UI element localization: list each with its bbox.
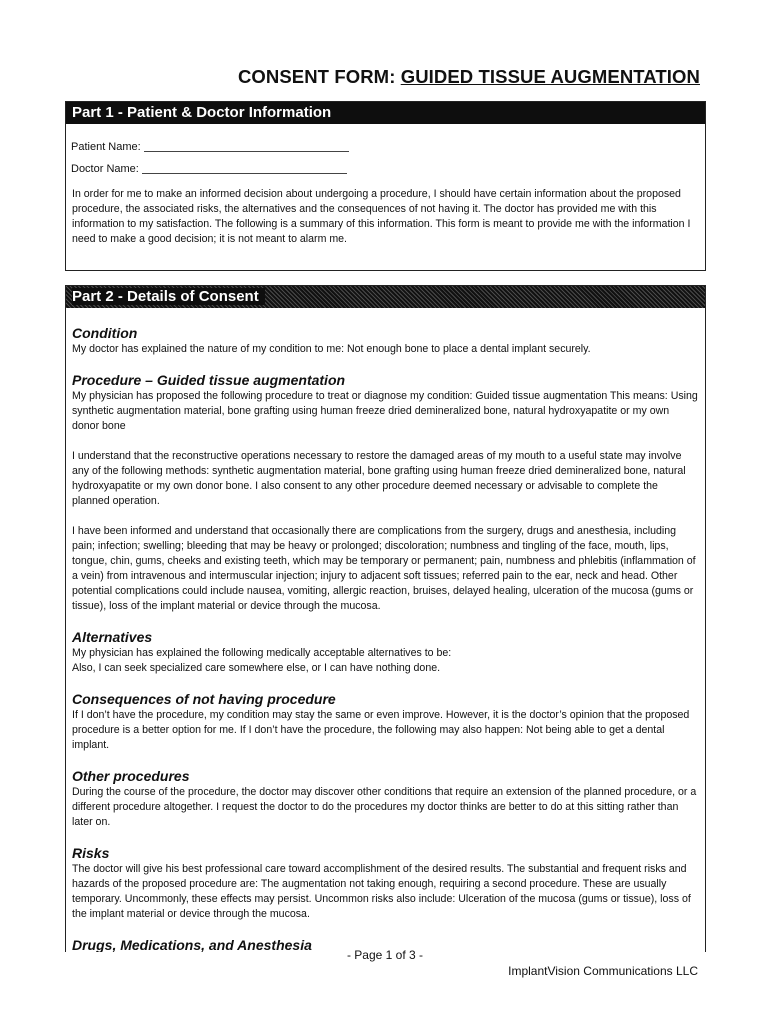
drugs-heading: Drugs, Medications, and Anesthesia — [72, 937, 312, 952]
procedure-text-3: I have been informed and understand that occasionally there are complications from the surgery, drugs and anesthesia, including pain; infection; swelling; bleeding that may be heavy or prolonged; discoloration; numbness and tingling of the face, mouth, lips, tongue, chin, gums, cheeks and existing teeth, which may be temporary or permanent; pain, numbness and phlebitis (inflammation of a vein) from intravenous and intermuscular injection; injury to adjacent soft tissues; referred pain to the ear, neck and head. Other potential complications could include nausea, vomiting, allergic reaction, bruises, delayed healing, ulceration of the mucosa (gums or tissue), loss of the implant material or device through the mucosa. — [72, 525, 696, 612]
risks-text: The doctor will give his best professional care toward accomplishment of the desired results. The substantial and frequent risks and hazards of the proposed procedure are: The augmentation not taking enough, requiring a second procedure. These are usually temporary. Uncommonly, these effects may persist. Uncommon risks also include: Ulceration of the mucosa (gums or tissue), loss of the implant material or device through the mucosa. — [72, 863, 691, 920]
patient-name-field[interactable] — [71, 136, 705, 158]
procedure-text-1: My physician has proposed the following procedure to treat or diagnose my condition: Guided tissue augmentation This means: Using synthetic augmentation material, bone grafting using human freeze dried demineralized bone, natural hydroxyapatite or my own donor bone — [72, 390, 698, 432]
alternatives-heading: Alternatives — [72, 629, 153, 645]
part2-section — [65, 285, 706, 952]
doctor-name-field[interactable] — [71, 158, 705, 180]
doctor-name-line[interactable] — [142, 163, 347, 174]
other-procedures-heading: Other procedures — [72, 768, 190, 784]
alternatives-line-1: My physician has explained the following medically acceptable alternatives to be: — [72, 647, 452, 659]
title-prefix: CONSENT FORM: — [237, 66, 401, 87]
part1-header: Part 1 - Patient & Doctor Information — [66, 102, 705, 124]
patient-name-label: Patient Name: — [71, 141, 141, 153]
procedure-text-2: I understand that the reconstructive operations necessary to restore the damaged areas of my mouth to a useful state may involve any of the following methods: synthetic augmentation material, bone grafting using human freeze dried demineralized bone, natural hydroxyapatite or my own donor bone. I also consent to any other procedure deemed necessary or advisable to complete the planned operation. — [72, 450, 686, 507]
part1-intro: In order for me to make an informed decision about undergoing a procedure, I should have certain information about the proposed procedure, the associated risks, the alternatives and the consequences of not having it. The doctor has provided me with this information to my satisfaction. The following is a summary of this information. This form is meant to provide me with the information I need to make a good decision; it is not meant to alarm me. — [72, 188, 691, 245]
title-underlined: GUIDED TISSUE AUGMENTATION — [400, 66, 700, 87]
alternatives-line-2: Also, I can seek specialized care somewhere else, or I can have nothing done. — [72, 662, 441, 674]
other-procedures-text: During the course of the procedure, the doctor may discover other conditions that require an extension of the planned procedure, or a different procedure altogether. I request the doctor to do the procedures my doctor thinks are better to do at this sitting rather than later on. — [72, 786, 697, 828]
part1-section — [65, 101, 706, 271]
company-name: ImplantVision Communications LLC — [508, 964, 698, 978]
condition-heading: Condition — [72, 325, 138, 341]
page-number: - Page 1 of 3 - — [346, 948, 424, 962]
part2-header — [66, 286, 705, 308]
patient-name-line[interactable] — [144, 141, 349, 152]
consequences-heading: Consequences of not having procedure — [72, 691, 336, 707]
procedure-heading: Procedure – Guided tissue augmentation — [72, 372, 346, 388]
doctor-name-label: Doctor Name: — [71, 163, 139, 175]
risks-heading: Risks — [72, 845, 110, 861]
page-title — [0, 66, 700, 88]
part2-header-text: Part 2 - Details of Consent — [72, 288, 265, 305]
consequences-text: If I don’t have the procedure, my condition may stay the same or even improve. However, it is the doctor’s opinion that the proposed procedure is a better option for me. If I don’t have the procedure, the following may also happen: Not being able to get a dental implant. — [72, 709, 690, 751]
condition-text: My doctor has explained the nature of my condition to me: Not enough bone to place a dental implant securely. — [72, 343, 591, 355]
